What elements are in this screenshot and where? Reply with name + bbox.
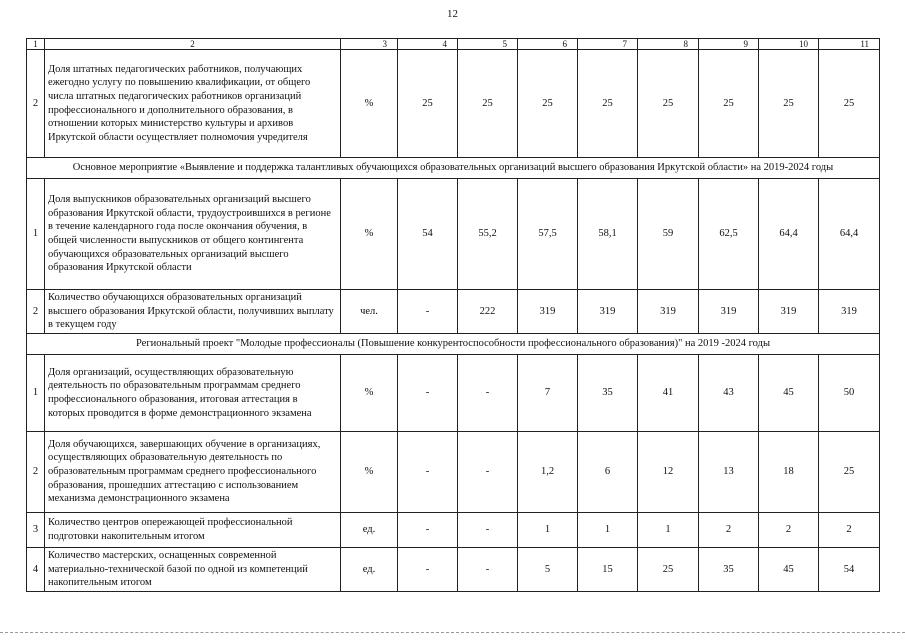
value-cell: 54 (398, 179, 458, 290)
section-heading-row (27, 158, 880, 179)
indicator-description: Доля выпускников образовательных организаций высшего образования Иркутской области, трудоустроившихся в регионе в течение календарного года после окончания обучения, в общей численности выпускников от общего контингента обучающихся образовательных организаций высшего образования Иркутской области (45, 179, 341, 290)
value-cell: 35 (578, 354, 638, 431)
column-number-row (27, 39, 880, 50)
row-number: 3 (27, 512, 45, 547)
value-cell: 15 (578, 547, 638, 591)
page-bottom-divider (0, 632, 905, 633)
indicator-description: Доля обучающихся, завершающих обучение в организациях, осуществляющих образовательную деятельность по образовательным программам среднего профессионального образования, прошедших аттестацию с использованием механизма демонстрационного экзамена (45, 431, 341, 512)
table-row (27, 431, 880, 512)
value-cell: 64,4 (759, 179, 819, 290)
unit-cell: % (341, 431, 398, 512)
value-cell: - (458, 354, 518, 431)
value-cell: 6 (578, 431, 638, 512)
table-row (27, 290, 880, 334)
unit-cell: % (341, 50, 398, 158)
value-cell: 319 (699, 290, 759, 334)
value-cell: 25 (458, 50, 518, 158)
value-cell: 64,4 (819, 179, 880, 290)
column-number: 6 (518, 39, 578, 50)
value-cell: 25 (518, 50, 578, 158)
indicator-description: Количество центров опережающей профессиональной подготовки накопительным итогом (45, 512, 341, 547)
column-number: 8 (638, 39, 699, 50)
row-number: 4 (27, 547, 45, 591)
column-number: 11 (819, 39, 880, 50)
value-cell: 319 (819, 290, 880, 334)
value-cell: 62,5 (699, 179, 759, 290)
value-cell: - (458, 431, 518, 512)
row-number: 2 (27, 431, 45, 512)
value-cell: 1,2 (518, 431, 578, 512)
value-cell: 1 (578, 512, 638, 547)
column-number: 3 (341, 39, 398, 50)
value-cell: 25 (398, 50, 458, 158)
row-number: 1 (27, 354, 45, 431)
value-cell: 5 (518, 547, 578, 591)
value-cell: - (398, 290, 458, 334)
value-cell: 58,1 (578, 179, 638, 290)
value-cell: - (398, 431, 458, 512)
value-cell: 1 (638, 512, 699, 547)
value-cell: 319 (578, 290, 638, 334)
value-cell: 25 (638, 547, 699, 591)
indicator-description: Доля организаций, осуществляющих образовательную деятельность по образовательным программам среднего профессионального образования, итоговая аттестация в которых проводится в форме демонстрационного экзамена (45, 354, 341, 431)
indicator-description: Доля штатных педагогических работников, получающих ежегодно услугу по повышению квалификации, от общего числа штатных педагогических работников организаций профессионального и дополнительного образования, в отношении которых министерство культуры и архивов Иркутской области осуществляет полномочия учредителя (45, 50, 341, 158)
column-number: 4 (398, 39, 458, 50)
value-cell: 45 (759, 354, 819, 431)
section-heading: Основное мероприятие «Выявление и поддержка талантливых обучающихся образовательных организаций высшего образования Иркутской области» на 2019-2024 годы (27, 158, 880, 179)
unit-cell: % (341, 354, 398, 431)
value-cell: 57,5 (518, 179, 578, 290)
value-cell: 25 (759, 50, 819, 158)
value-cell: 25 (699, 50, 759, 158)
unit-cell: ед. (341, 547, 398, 591)
value-cell: 1 (518, 512, 578, 547)
value-cell: 43 (699, 354, 759, 431)
value-cell: 13 (699, 431, 759, 512)
value-cell: 2 (759, 512, 819, 547)
unit-cell: ед. (341, 512, 398, 547)
indicator-description: Количество мастерских, оснащенных современной материально-технической базой по одной из компетенций накопительным итогом (45, 547, 341, 591)
value-cell: 50 (819, 354, 880, 431)
value-cell: 18 (759, 431, 819, 512)
unit-cell: % (341, 179, 398, 290)
value-cell: - (398, 354, 458, 431)
unit-cell: чел. (341, 290, 398, 334)
table-row (27, 50, 880, 158)
table-row (27, 354, 880, 431)
value-cell: 7 (518, 354, 578, 431)
value-cell: 59 (638, 179, 699, 290)
column-number: 9 (699, 39, 759, 50)
value-cell: 319 (759, 290, 819, 334)
table-row (27, 512, 880, 547)
column-number: 2 (45, 39, 341, 50)
column-number: 10 (759, 39, 819, 50)
value-cell: 222 (458, 290, 518, 334)
value-cell: 2 (699, 512, 759, 547)
value-cell: 25 (638, 50, 699, 158)
row-number: 2 (27, 290, 45, 334)
row-number: 2 (27, 50, 45, 158)
value-cell: 25 (819, 431, 880, 512)
table-row (27, 547, 880, 591)
row-number: 1 (27, 179, 45, 290)
value-cell: 319 (638, 290, 699, 334)
section-heading-row (27, 333, 880, 354)
value-cell: 55,2 (458, 179, 518, 290)
value-cell: - (458, 512, 518, 547)
section-heading: Региональный проект "Молодые профессионалы (Повышение конкурентоспособности профессионального образования)" на 2019 -2024 годы (27, 333, 880, 354)
value-cell: 41 (638, 354, 699, 431)
value-cell: 25 (819, 50, 880, 158)
column-number: 1 (27, 39, 45, 50)
value-cell: 25 (578, 50, 638, 158)
table-row (27, 179, 880, 290)
value-cell: 2 (819, 512, 880, 547)
value-cell: 45 (759, 547, 819, 591)
value-cell: - (398, 512, 458, 547)
indicators-table (26, 38, 880, 592)
column-number: 5 (458, 39, 518, 50)
value-cell: - (398, 547, 458, 591)
value-cell: 35 (699, 547, 759, 591)
indicator-description: Количество обучающихся образовательных организаций высшего образования Иркутской области, получивших выплату в текущем году (45, 290, 341, 334)
column-number: 7 (578, 39, 638, 50)
value-cell: - (458, 547, 518, 591)
value-cell: 12 (638, 431, 699, 512)
page-number: 12 (447, 8, 458, 20)
value-cell: 54 (819, 547, 880, 591)
value-cell: 319 (518, 290, 578, 334)
